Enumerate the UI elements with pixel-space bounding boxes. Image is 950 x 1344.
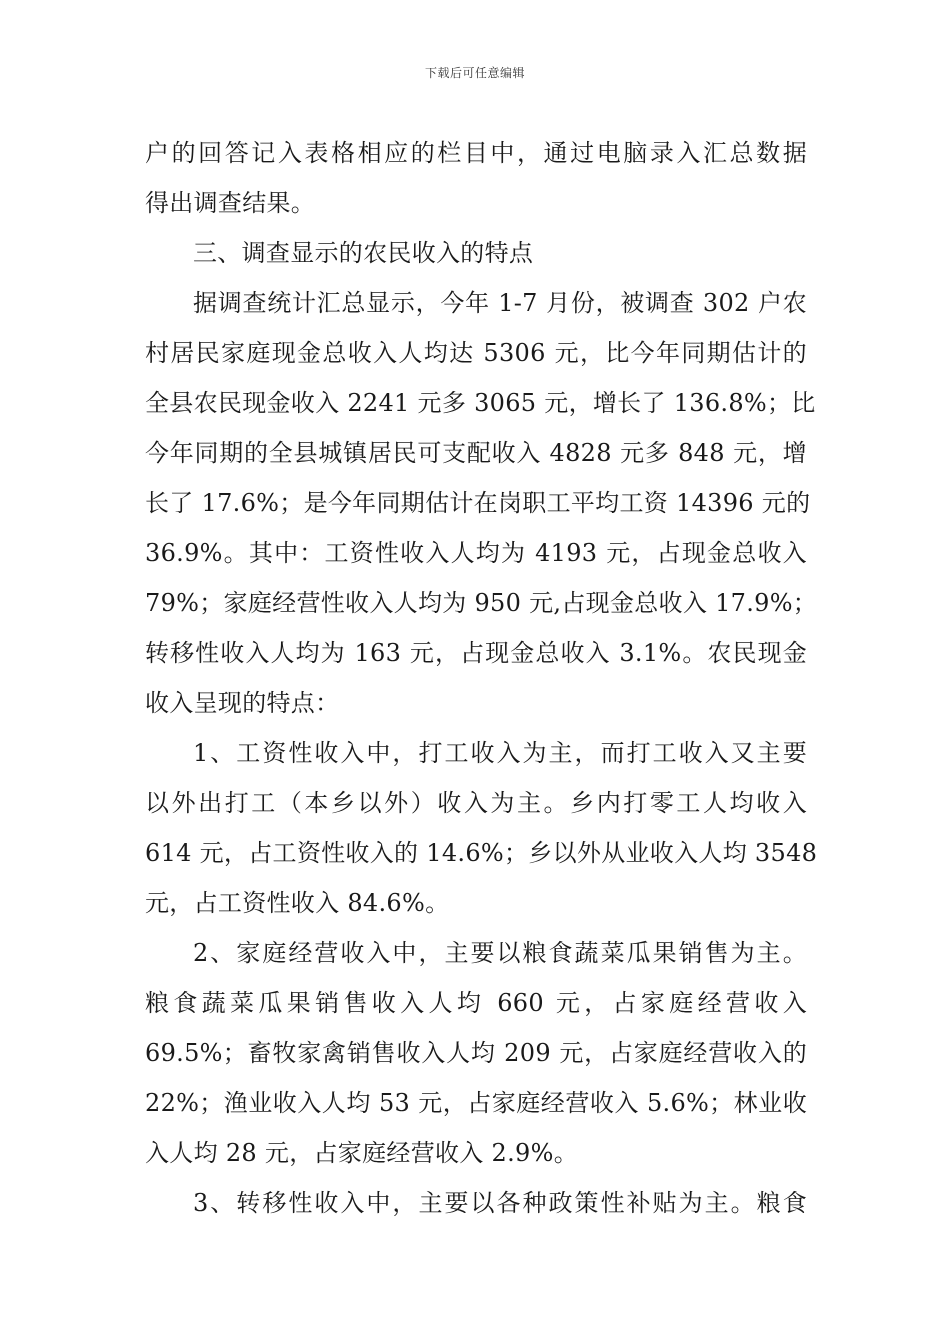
text-line: 转移性收入人均为 163 元，占现金总收入 3.1%。农民现金	[145, 639, 807, 667]
text-line: 元，占工资性收入 84.6%。	[145, 889, 450, 917]
text-line: 2、家庭经营收入中，主要以粮食蔬菜瓜果销售为主。	[193, 939, 807, 967]
text-line: 得出调查结果。	[145, 189, 316, 217]
document-body	[145, 128, 818, 1228]
text-line: 据调查统计汇总显示，今年 1-7 月份，被调查 302 户农	[193, 289, 807, 317]
text-line: 全县农民现金收入 2241 元多 3065 元，增长了 136.8%；比	[145, 389, 816, 417]
text-line: 户的回答记入表格相应的栏目中，通过电脑录入汇总数据	[145, 139, 807, 167]
text-line: 614 元，占工资性收入的 14.6%；乡以外从业收入人均 3548	[145, 839, 818, 867]
page-header: 下载后可任意编辑	[424, 66, 525, 80]
text-line: 村居民家庭现金总收入人均达 5306 元，比今年同期估计的	[145, 339, 807, 367]
text-line: 三、调查显示的农民收入的特点	[193, 239, 534, 267]
text-line: 36.9%。其中：工资性收入人均为 4193 元，占现金总收入	[145, 539, 807, 567]
text-line: 3、转移性收入中，主要以各种政策性补贴为主。粮食	[193, 1189, 807, 1217]
text-line: 69.5%；畜牧家禽销售收入人均 209 元，占家庭经营收入的	[145, 1039, 807, 1067]
text-line: 入人均 28 元，占家庭经营收入 2.9%。	[145, 1139, 578, 1167]
text-line: 1、工资性收入中，打工收入为主，而打工收入又主要	[193, 739, 807, 767]
text-line: 79%；家庭经营性收入人均为 950 元,占现金总收入 17.9%；	[145, 589, 818, 617]
text-line: 22%；渔业收入人均 53 元，占家庭经营收入 5.6%；林业收	[145, 1089, 807, 1117]
text-line: 粮食蔬菜瓜果销售收入人均 660 元，占家庭经营收入	[145, 989, 807, 1017]
text-line: 长了 17.6%；是今年同期估计在岗职工平均工资 14396 元的	[145, 489, 811, 517]
text-line: 以外出打工（本乡以外）收入为主。乡内打零工人均收入	[145, 789, 807, 817]
text-line: 今年同期的全县城镇居民可支配收入 4828 元多 848 元，增	[145, 439, 807, 467]
text-line: 收入呈现的特点：	[145, 689, 340, 717]
